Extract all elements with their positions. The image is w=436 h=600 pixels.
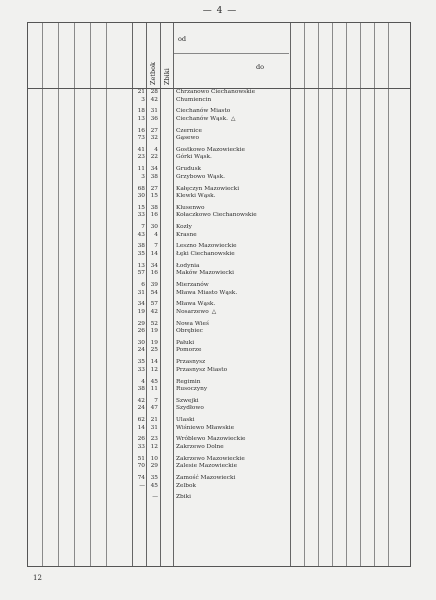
distance-value: 29	[137, 320, 145, 327]
station-name: Maków Mazowiecki	[176, 270, 234, 277]
distance-value: 43	[137, 231, 145, 238]
distance-value: 11	[137, 166, 145, 173]
station-names	[176, 436, 292, 451]
station-names	[176, 475, 292, 490]
zielbok-distance	[135, 475, 145, 490]
distance-value: 26	[137, 328, 145, 335]
station-names	[176, 108, 292, 123]
distance-value: 38	[150, 204, 158, 211]
station-name: Ciechanów Miasto	[176, 108, 231, 115]
distance-value: 4	[154, 231, 158, 238]
zbiki-distance	[148, 108, 158, 123]
distance-value: 47	[150, 405, 158, 412]
station-name: Grzybowo Wąsk.	[176, 173, 225, 180]
station-name: Nosarzewo	[176, 308, 209, 315]
distance-value: 7	[154, 397, 158, 404]
station-name: Grudusk	[176, 166, 202, 173]
distance-value: 27	[150, 185, 158, 192]
table-row	[28, 243, 410, 260]
distance-value: 31	[150, 424, 158, 431]
distance-value: 34	[150, 166, 158, 173]
distance-value: 16	[150, 212, 158, 219]
zbiki-distance	[148, 340, 158, 355]
zbiki-distance	[148, 321, 158, 336]
zbiki-distance	[148, 89, 158, 104]
zbiki-distance	[148, 263, 158, 278]
distance-value: 23	[137, 154, 145, 161]
distance-value: 57	[150, 301, 158, 308]
station-name: Kołaczkowo Ciechanowskie	[176, 212, 257, 219]
distance-value: 13	[137, 262, 145, 269]
table-row	[28, 166, 410, 183]
station-name: Czernice	[176, 127, 202, 134]
distance-value: 41	[137, 146, 145, 153]
zbiki-distance	[148, 243, 158, 258]
zbiki-distance	[148, 475, 158, 490]
table-row	[28, 494, 410, 511]
station-name: Chumiencin	[176, 96, 212, 103]
station-names	[176, 282, 292, 297]
station-names	[176, 186, 292, 201]
zielbok-distance	[135, 166, 145, 181]
distance-value: —	[152, 494, 158, 501]
zielbok-distance	[135, 398, 145, 413]
distance-value: 39	[150, 282, 158, 288]
station-name: Mława Miasto Wąsk.	[176, 289, 238, 296]
station-name: Klewki Wąsk.	[176, 193, 216, 199]
station-names	[176, 379, 292, 394]
station-name: Obrębiec	[176, 328, 203, 335]
distance-value: 33	[137, 443, 145, 450]
station-name: Gostkowo Mazowieckie	[176, 146, 245, 153]
zbiki-distance	[148, 436, 158, 451]
station-name: Nowa Wieś	[176, 320, 209, 327]
station-name: Pomorze	[176, 347, 202, 354]
distance-value: 14	[150, 359, 158, 366]
table-row	[28, 128, 410, 145]
distance-value: 11	[150, 386, 158, 392]
distance-value: 42	[150, 96, 158, 103]
distance-value: 24	[137, 347, 145, 354]
distance-value: 52	[150, 320, 158, 327]
station-name: Krasne	[176, 231, 197, 238]
distance-value: 19	[137, 308, 145, 315]
station-name: Regimin	[176, 378, 201, 385]
distance-value: 27	[150, 127, 158, 134]
distance-value: 24	[137, 405, 145, 412]
station-name: Chrzanowo Ciechanowskie	[176, 89, 256, 95]
zielbok-distance	[135, 301, 145, 316]
table-row	[28, 282, 410, 299]
distance-value: 13	[137, 115, 145, 122]
distance-value: 19	[150, 328, 158, 335]
distance-value: 16	[150, 270, 158, 277]
zbiki-distance	[148, 494, 158, 502]
distance-value: 4	[141, 378, 145, 385]
distance-value: 33	[137, 366, 145, 373]
header-do: do	[256, 63, 265, 71]
station-name: Zamość Mazowiecki	[176, 475, 236, 481]
distance-value: 7	[141, 224, 145, 231]
station-name: Szwejki	[176, 397, 199, 404]
distance-value: 68	[137, 185, 145, 192]
station-names	[176, 89, 292, 104]
station-names	[176, 263, 292, 278]
distance-value: 35	[137, 359, 145, 366]
zielbok-distance	[135, 205, 145, 220]
header-zielbok: Zetbok	[149, 62, 157, 85]
station-name: Przasnysz Miasto	[176, 366, 228, 373]
zielbok-distance	[135, 128, 145, 143]
distance-value: 7	[154, 243, 158, 250]
station-name: Szydłowo	[176, 405, 204, 412]
distance-value: 35	[150, 475, 158, 481]
distance-value: 3	[141, 173, 145, 180]
zbiki-distance	[148, 417, 158, 432]
header-od: od	[178, 35, 187, 43]
triangle-icon: △	[230, 115, 236, 122]
distance-value: 6	[141, 282, 145, 288]
distance-value: 22	[150, 154, 158, 161]
station-names	[176, 301, 292, 316]
station-name: Łodynia	[176, 262, 200, 269]
table-row	[28, 340, 410, 357]
distance-value: 18	[137, 108, 145, 115]
table-row	[28, 205, 410, 222]
zielbok-distance	[135, 147, 145, 162]
station-names	[176, 398, 292, 413]
zbiki-distance	[148, 224, 158, 239]
distance-value: 34	[150, 262, 158, 269]
zielbok-distance	[135, 186, 145, 201]
station-name: Klusenwo	[176, 204, 205, 211]
station-names	[176, 128, 292, 143]
distance-value: 45	[150, 378, 158, 385]
zbiki-distance	[148, 186, 158, 201]
distance-value: 38	[137, 243, 145, 250]
table-row	[28, 379, 410, 396]
distance-value: 14	[137, 424, 145, 431]
distance-value: 29	[150, 463, 158, 470]
zielbok-distance	[135, 359, 145, 374]
zbiki-distance	[148, 147, 158, 162]
zbiki-distance	[148, 128, 158, 143]
distance-value: 73	[137, 135, 145, 142]
table-row	[28, 89, 410, 106]
station-names	[176, 224, 292, 239]
distance-value: 51	[137, 455, 145, 462]
zbiki-distance	[148, 205, 158, 220]
station-names	[176, 340, 292, 355]
distance-value: 14	[150, 250, 158, 257]
distance-value: 57	[137, 270, 145, 277]
station-name: Rusoczyny	[176, 386, 208, 392]
distance-value: 23	[150, 436, 158, 443]
distance-value: 31	[137, 289, 145, 296]
distance-value: 28	[150, 89, 158, 95]
table-row	[28, 359, 410, 376]
zielbok-distance	[135, 89, 145, 104]
zielbok-distance	[135, 282, 145, 297]
zbiki-distance	[148, 456, 158, 471]
distance-value: 25	[150, 347, 158, 354]
table-row	[28, 147, 410, 164]
station-name: Leszno Mazowieckie	[176, 243, 237, 250]
station-name: Kałęczyn Mazowiecki	[176, 185, 240, 192]
station-names	[176, 456, 292, 471]
station-names	[176, 205, 292, 220]
footer-number: 12	[33, 574, 42, 582]
zielbok-distance	[135, 436, 145, 451]
zielbok-distance	[135, 243, 145, 258]
station-name: Zakrzewo Mazowieckie	[176, 455, 245, 462]
distance-value: 32	[150, 135, 158, 142]
station-name: Pałuki	[176, 339, 195, 346]
triangle-icon: △	[211, 308, 217, 315]
zielbok-distance	[135, 340, 145, 355]
distance-value: 45	[150, 482, 158, 489]
distance-value: 30	[137, 339, 145, 346]
table-row	[28, 475, 410, 492]
zielbok-distance	[135, 456, 145, 471]
distance-value: 42	[150, 308, 158, 315]
distance-value: 12	[150, 366, 158, 373]
distance-value: 70	[137, 463, 145, 470]
zbiki-distance	[148, 359, 158, 374]
zbiki-distance	[148, 282, 158, 297]
table-row	[28, 108, 410, 125]
zielbok-distance	[135, 108, 145, 123]
distance-value: 12	[150, 443, 158, 450]
table-row	[28, 301, 410, 318]
station-name: Górki Wąsk.	[176, 154, 212, 161]
station-names	[176, 147, 292, 162]
distance-value: 30	[137, 193, 145, 199]
station-name: Wiśniewo Mławskie	[176, 424, 235, 431]
station-name: Mława Wąsk.	[176, 301, 216, 308]
zielbok-distance	[135, 224, 145, 239]
station-name: Kozły	[176, 224, 192, 231]
station-name: Przasnysz	[176, 359, 206, 366]
station-names	[176, 166, 292, 181]
distance-value: 42	[137, 397, 145, 404]
distance-value: 15	[137, 204, 145, 211]
station-name: Zelbok	[176, 482, 197, 489]
distance-table	[27, 22, 411, 567]
distance-value: 26	[137, 436, 145, 443]
table-row	[28, 456, 410, 473]
distance-value: 62	[137, 417, 145, 424]
station-names	[176, 321, 292, 336]
station-names	[176, 417, 292, 432]
table-row	[28, 321, 410, 338]
distance-value: —	[139, 482, 145, 489]
table-row	[28, 417, 410, 434]
station-name: Zbiki	[176, 494, 191, 501]
distance-value: 36	[150, 115, 158, 122]
page-number: — 4 —	[202, 6, 238, 16]
distance-value: 21	[137, 89, 145, 95]
od-do-divider	[174, 53, 289, 54]
zielbok-distance	[135, 417, 145, 432]
distance-value: 21	[150, 417, 158, 424]
table-row	[28, 436, 410, 453]
distance-value: 4	[154, 146, 158, 153]
header-zbiki: Zbiki	[163, 68, 171, 85]
distance-value: 38	[137, 386, 145, 392]
table-row	[28, 186, 410, 203]
distance-value: 16	[137, 127, 145, 134]
table-row	[28, 398, 410, 415]
station-name: Łęki Ciechanowskie	[176, 250, 235, 257]
station-name: Zalesie Mazowieckie	[176, 463, 238, 470]
station-name: Wróblewo Mazowieckie	[176, 436, 246, 443]
station-name: Zakrzewo Dolne	[176, 443, 224, 450]
zielbok-distance	[135, 321, 145, 336]
station-names	[176, 494, 292, 502]
zbiki-distance	[148, 398, 158, 413]
distance-value: 30	[150, 224, 158, 231]
distance-value: 15	[150, 193, 158, 199]
distance-value: 35	[137, 250, 145, 257]
distance-value: 19	[150, 339, 158, 346]
distance-value: 74	[137, 475, 145, 481]
distance-value: 33	[137, 212, 145, 219]
station-name: Gąsewo	[176, 135, 199, 142]
station-names	[176, 243, 292, 258]
table-row	[28, 263, 410, 280]
zielbok-distance	[135, 263, 145, 278]
station-name: Ciechanów Wąsk.	[176, 115, 228, 122]
station-name: Mierzanów	[176, 282, 209, 288]
distance-value: 31	[150, 108, 158, 115]
table-row	[28, 224, 410, 241]
station-name: Ulaski	[176, 417, 195, 424]
distance-value: 3	[141, 96, 145, 103]
zbiki-distance	[148, 301, 158, 316]
zielbok-distance	[135, 379, 145, 394]
station-names	[176, 359, 292, 374]
distance-value: 54	[150, 289, 158, 296]
zbiki-distance	[148, 379, 158, 394]
distance-value: 38	[150, 173, 158, 180]
zbiki-distance	[148, 166, 158, 181]
distance-value: 10	[150, 455, 158, 462]
distance-value: 34	[137, 301, 145, 308]
